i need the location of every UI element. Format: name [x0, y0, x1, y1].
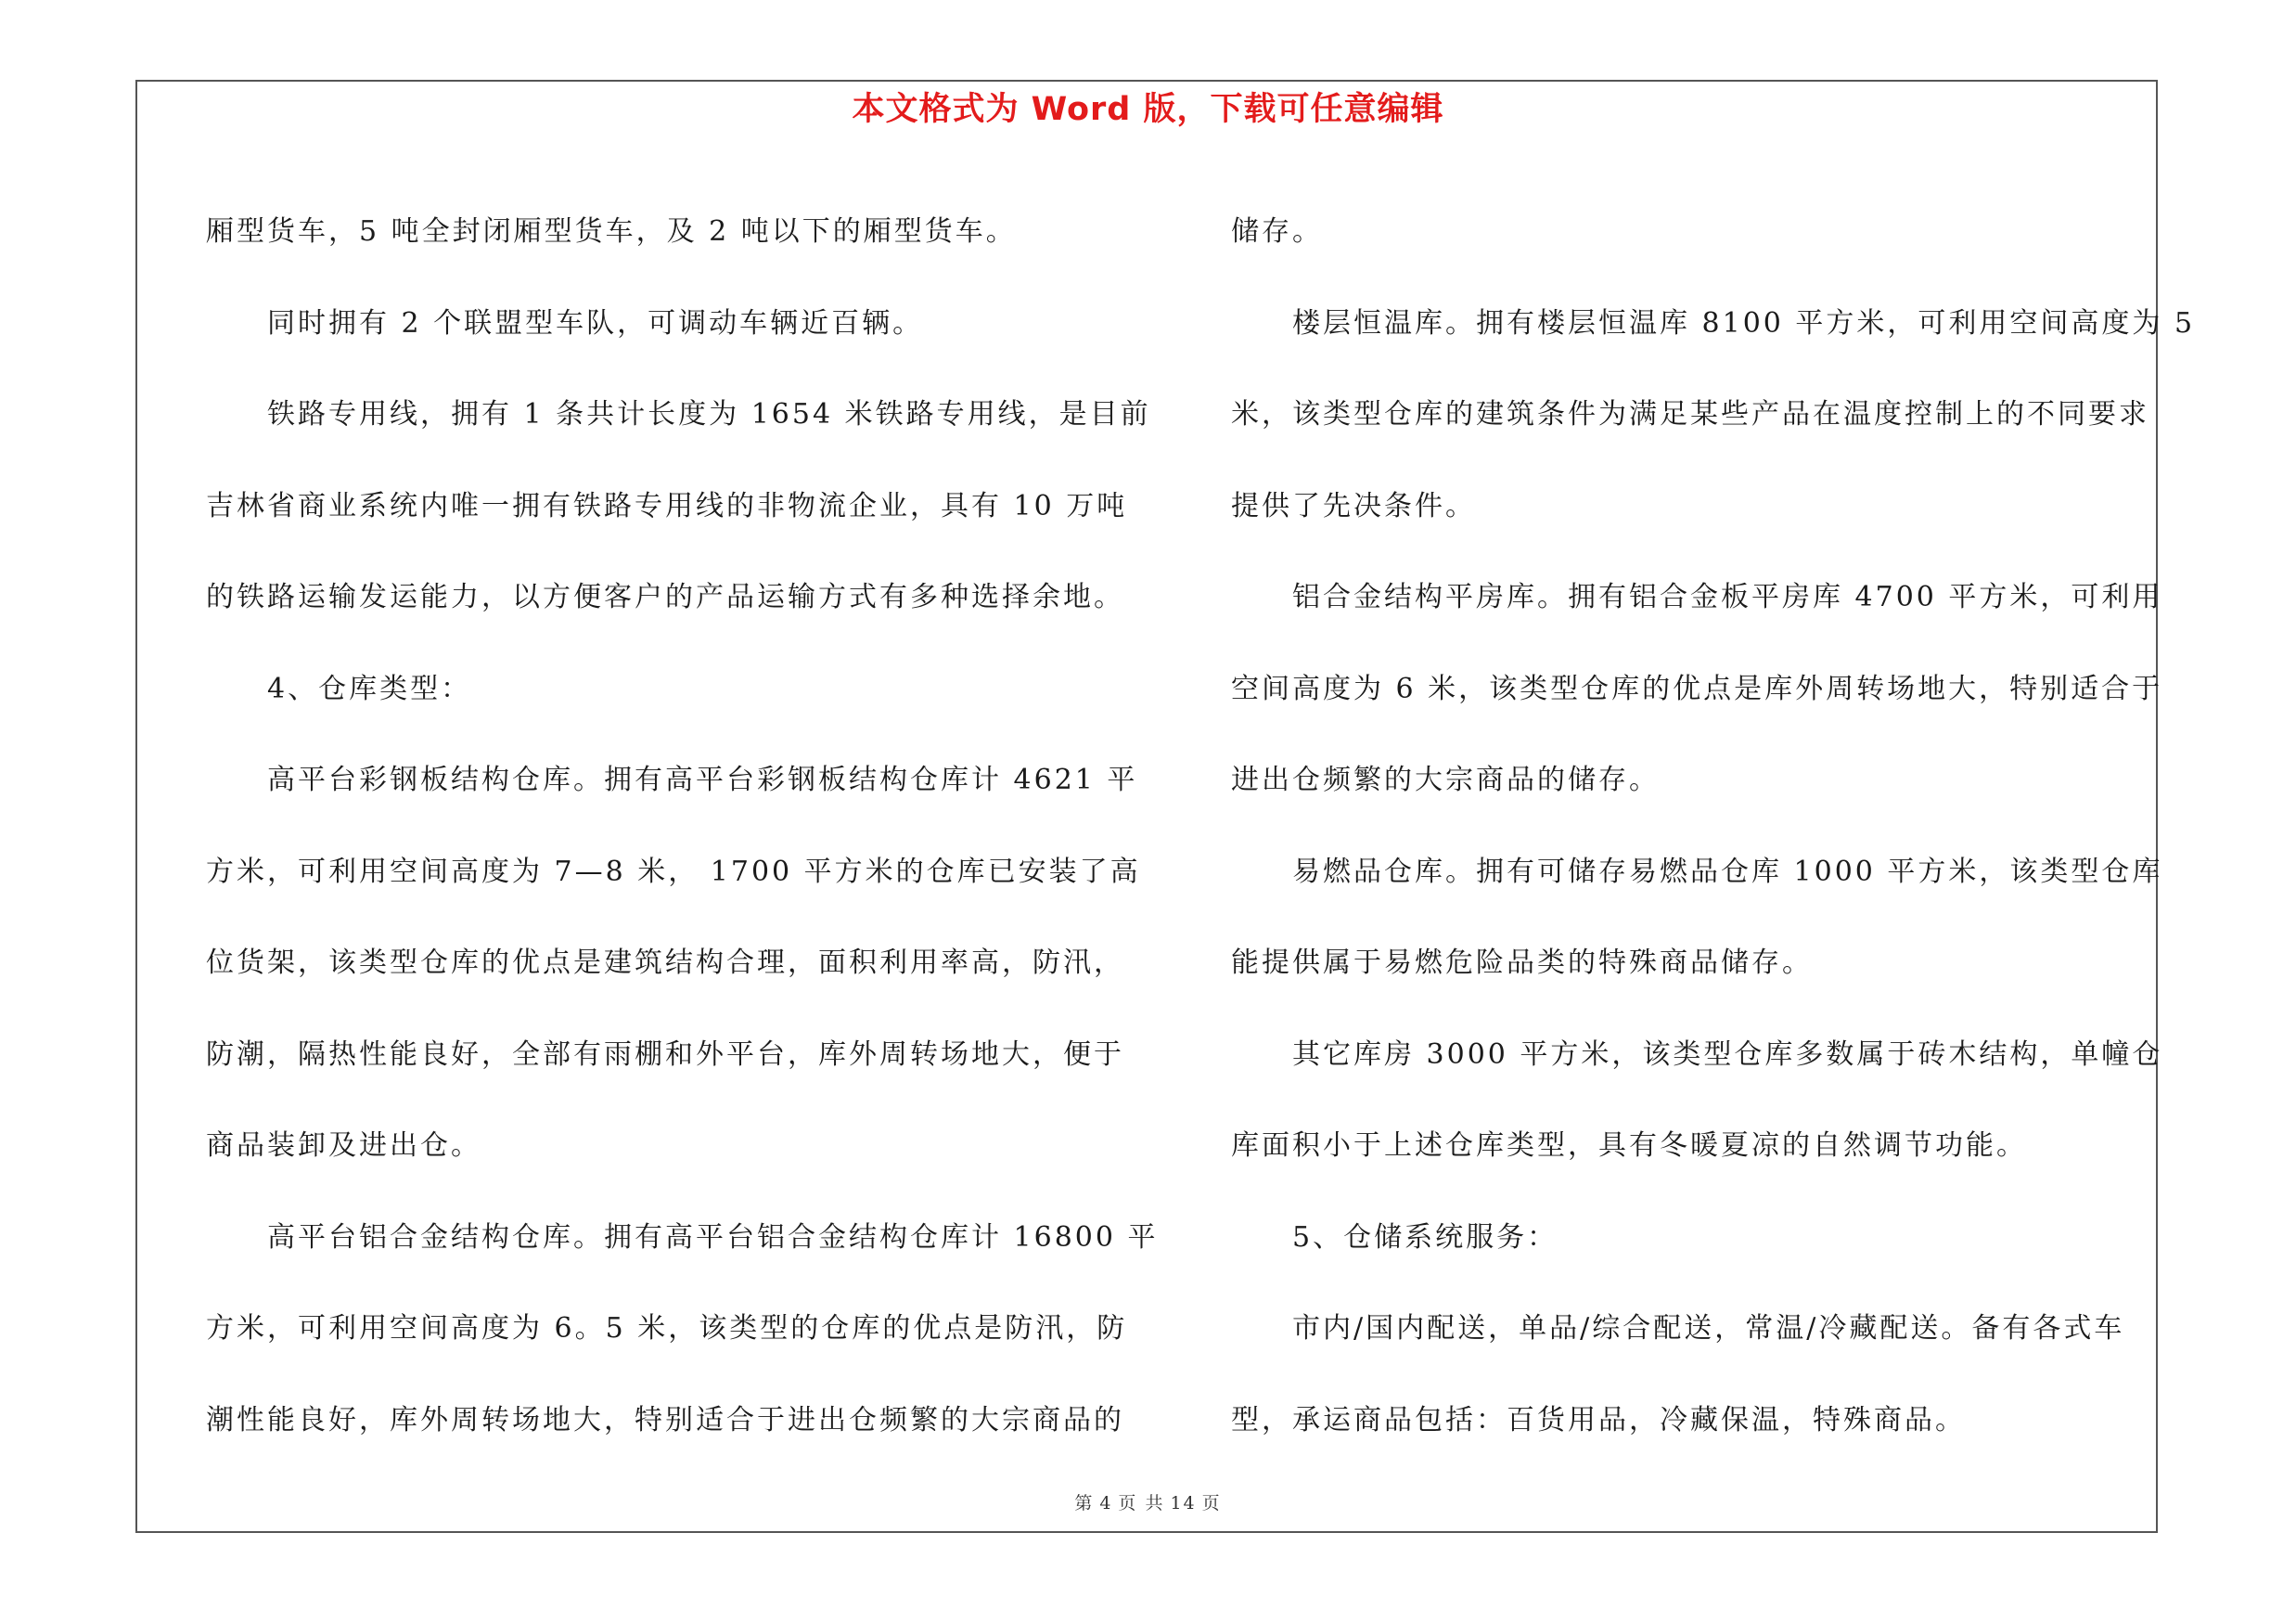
paragraph-line: 厢型货车，5 吨全封闭厢型货车，及 2 吨以下的厢型货车。 — [206, 215, 1017, 248]
paragraph-line: 储存。 — [1231, 215, 1323, 248]
paragraph-line: 铁路专用线，拥有 1 条共计长度为 1654 米铁路专用线，是目前 — [267, 398, 1151, 431]
paragraph-line: 能提供属于易燃危险品类的特殊商品储存。 — [1231, 947, 1813, 979]
paragraph-line: 防潮，隔热性能良好，全部有雨棚和外平台，库外周转场地大，便于 — [206, 1037, 1124, 1071]
footer-mid: 页 共 — [1118, 1493, 1165, 1514]
page-footer — [0, 1493, 2296, 1514]
document-banner: 本文格式为 Word 版，下载可任意编辑 — [852, 91, 1444, 128]
paragraph-line: 楼层恒温库。拥有楼层恒温库 8100 平方米，可利用空间高度为 5 — [1292, 306, 2196, 340]
footer-prefix: 第 — [1074, 1493, 1095, 1514]
paragraph-line: 进出仓频繁的大宗商品的储存。 — [1231, 764, 1660, 796]
paragraph-line: 铝合金结构平房库。拥有铝合金板平房库 4700 平方米，可利用 — [1292, 581, 2163, 613]
paragraph-line: 其它库房 3000 平方米，该类型仓库多数属于砖木结构，单幢仓 — [1292, 1037, 2163, 1071]
footer-total-pages: 14 — [1170, 1493, 1197, 1514]
paragraph-line: 高平台铝合金结构仓库。拥有高平台铝合金结构仓库计 16800 平 — [267, 1220, 1159, 1254]
paragraph-line: 空间高度为 6 米，该类型仓库的优点是库外周转场地大，特别适合于 — [1231, 672, 2163, 705]
paragraph-line: 方米，可利用空间高度为 7—8 米， 1700 平方米的仓库已安装了高 — [206, 855, 1141, 888]
footer-current-page: 4 — [1099, 1493, 1113, 1514]
paragraph-line: 的铁路运输发运能力，以方便客户的产品运输方式有多种选择余地。 — [206, 581, 1124, 613]
paragraph-line: 库面积小于上述仓库类型，具有冬暖夏凉的自然调节功能。 — [1231, 1129, 2027, 1162]
paragraph-line: 方米，可利用空间高度为 6。5 米，该类型的仓库的优点是防汛，防 — [206, 1312, 1128, 1345]
section-heading: 5、仓储系统服务： — [1292, 1220, 1558, 1254]
paragraph-line: 提供了先决条件。 — [1231, 489, 1476, 522]
paragraph-line: 商品装卸及进出仓。 — [206, 1129, 481, 1162]
paragraph-line: 位货架，该类型仓库的优点是建筑结构合理，面积利用率高，防汛， — [206, 947, 1124, 979]
paragraph-line: 同时拥有 2 个联盟型车队，可调动车辆近百辆。 — [267, 306, 924, 340]
paragraph-line: 潮性能良好，库外周转场地大，特别适合于进出仓频繁的大宗商品的 — [206, 1403, 1124, 1436]
section-heading: 4、仓库类型： — [267, 672, 472, 705]
paragraph-line: 米，该类型仓库的建筑条件为满足某些产品在温度控制上的不同要求 — [1231, 398, 2149, 431]
paragraph-line: 高平台彩钢板结构仓库。拥有高平台彩钢板结构仓库计 4621 平 — [267, 764, 1138, 796]
paragraph-line: 吉林省商业系统内唯一拥有铁路专用线的非物流企业，具有 10 万吨 — [206, 489, 1128, 522]
paragraph-line: 易燃品仓库。拥有可储存易燃品仓库 1000 平方米，该类型仓库 — [1292, 855, 2163, 888]
left-text-column — [206, 187, 1159, 1466]
paragraph-line: 型，承运商品包括：百货用品，冷藏保温，特殊商品。 — [1231, 1403, 1966, 1436]
footer-suffix: 页 — [1201, 1493, 1222, 1514]
right-text-column — [1231, 187, 2196, 1466]
paragraph-line: 市内/国内配送，单品/综合配送，常温/冷藏配送。备有各式车 — [1292, 1312, 2125, 1345]
